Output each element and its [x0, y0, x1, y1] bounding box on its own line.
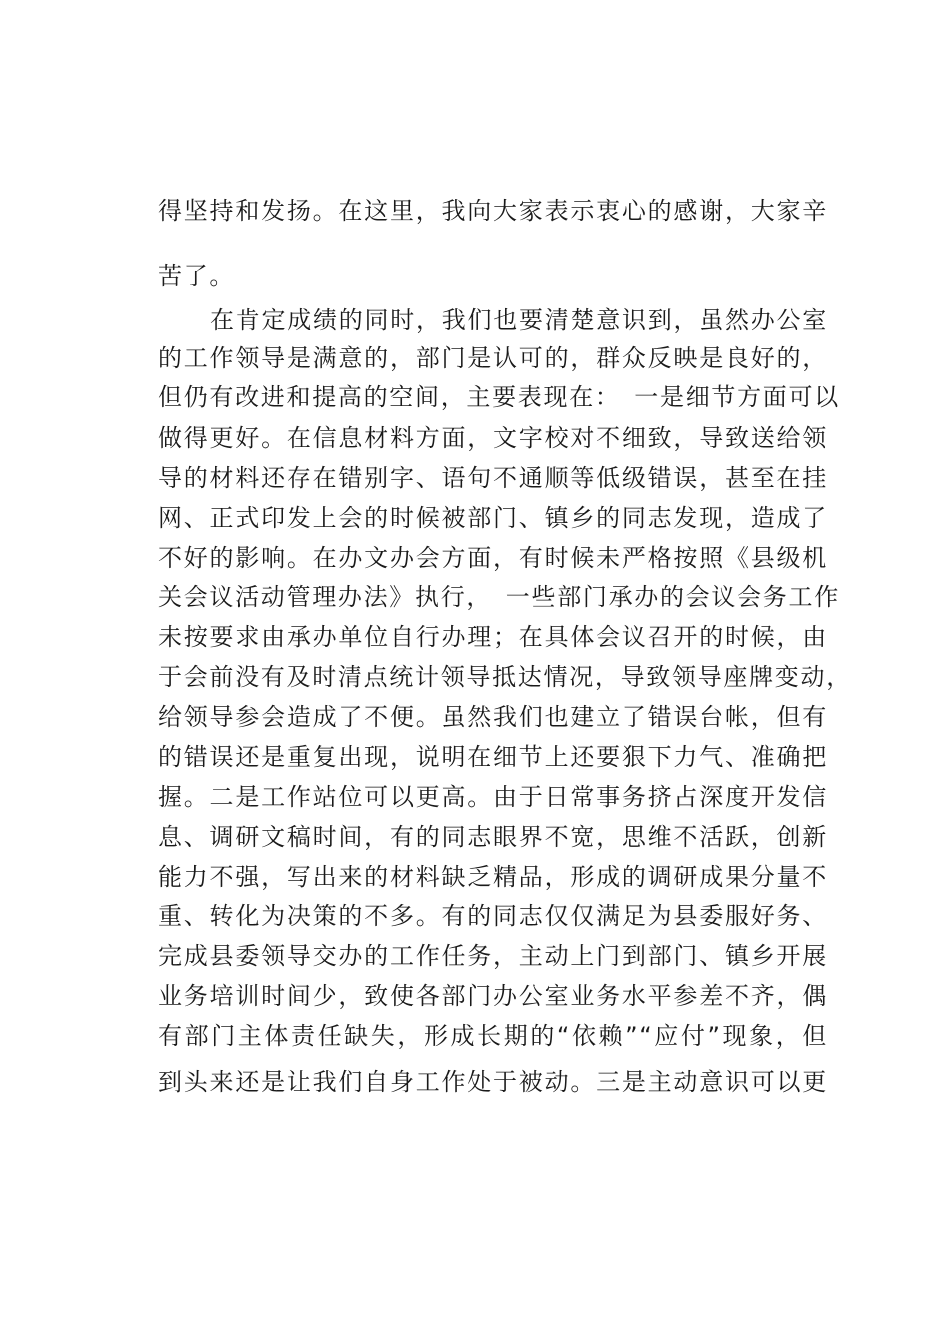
text-line: 得坚持和发扬。在这里，我向大家表示衷心的感谢，大家辛 — [158, 197, 828, 225]
text-line: 网、正式印发上会的时候被部门、镇乡的同志发现，造成了 — [158, 504, 828, 532]
text-line: 的错误还是重复出现，说明在细节上还要狠下力气、准确把 — [158, 743, 828, 771]
text-line: 能力不强，写出来的材料缺乏精品，形成的调研成果分量不 — [158, 863, 828, 891]
text-line: 苦了。 — [158, 262, 236, 290]
text-line: 关会议活动管理办法》执行， 一些部门承办的会议会务工作 — [158, 583, 840, 611]
text-line: 业务培训时间少，致使各部门办公室业务水平参差不齐，偶 — [158, 982, 828, 1010]
text-line: 未按要求由承办单位自行办理；在具体会议召开的时候，由 — [158, 623, 828, 651]
text-line: 握。二是工作站位可以更高。由于日常事务挤占深度开发信 — [158, 783, 828, 811]
paragraph-start-line: 在肯定成绩的同时，我们也要清楚意识到，虽然办公室 — [210, 306, 828, 334]
text-line: 给领导参会造成了不便。虽然我们也建立了错误台帐，但有 — [158, 703, 828, 731]
text-line: 于会前没有及时清点统计领导抵达情况，导致领导座牌变动， — [158, 663, 852, 691]
text-line: 息、调研文稿时间，有的同志眼界不宽，思维不活跃，创新 — [158, 823, 828, 851]
text-line: 完成县委领导交办的工作任务，主动上门到部门、镇乡开展 — [158, 942, 828, 970]
text-line: 不好的影响。在办文办会方面，有时候未严格按照《县级机 — [158, 544, 828, 572]
text-line: 但仍有改进和提高的空间，主要表现在： 一是细节方面可以 — [158, 383, 840, 411]
text-line: 的工作领导是满意的，部门是认可的，群众反映是良好的， — [158, 344, 828, 372]
text-line: 有部门主体责任缺失，形成长期的“依赖”“应付”现象，但 — [158, 1022, 828, 1050]
text-line: 做得更好。在信息材料方面，文字校对不细致，导致送给领 — [158, 424, 828, 452]
text-line: 到头来还是让我们自身工作处于被动。三是主动意识可以更 — [158, 1068, 828, 1096]
text-line: 导的材料还存在错别字、语句不通顺等低级错误，甚至在挂 — [158, 464, 828, 492]
text-line: 重、转化为决策的不多。有的同志仅仅满足为县委服好务、 — [158, 902, 828, 930]
